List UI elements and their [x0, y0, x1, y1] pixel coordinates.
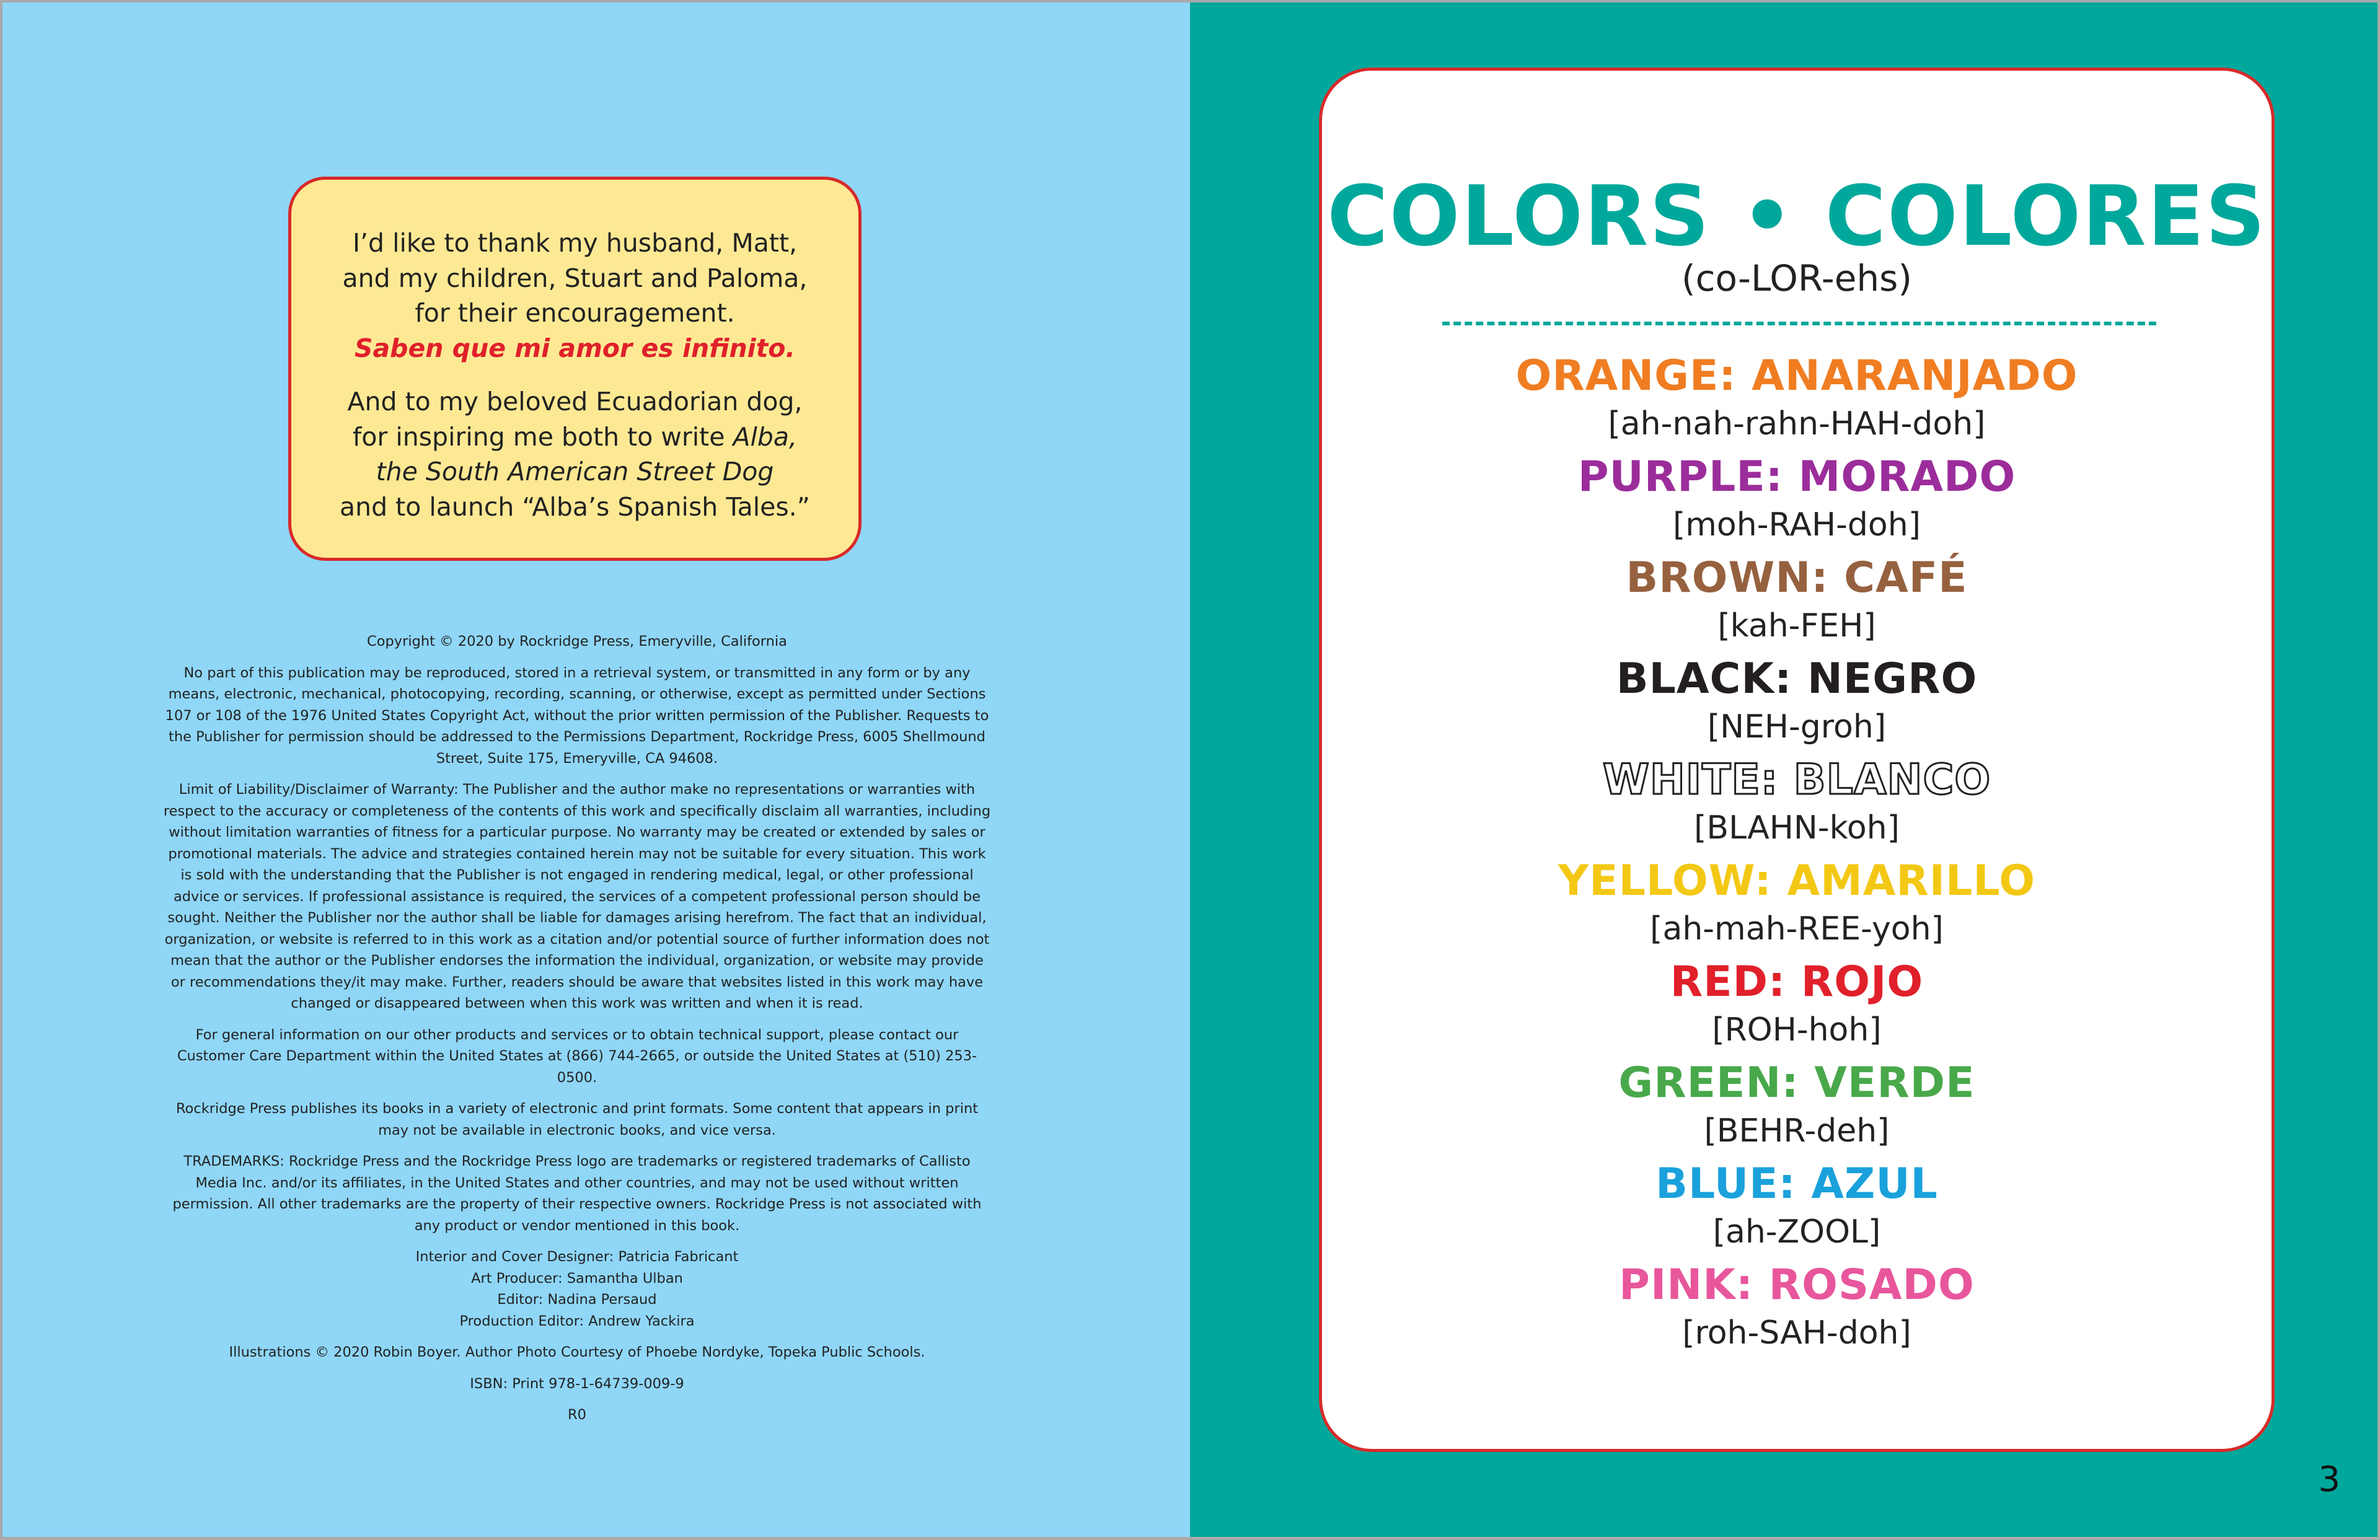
- color-pronunciation: [BEHR-deh]: [1704, 1112, 1890, 1150]
- trademarks-paragraph: TRADEMARKS: Rockridge Press and the Rockridge Press logo are trademarks or registered trademarks of Callisto Media Inc. and/or its affiliates, in the United States and other countries, and may not be used without written permission. All other trademarks are the property of their respective owners. Rockridge Press is not associated with any product or vendor mentioned in this book.: [172, 1153, 982, 1234]
- color-pronunciation: [ah-nah-rahn-HAH-doh]: [1608, 405, 1986, 442]
- color-pronunciation: [kah-FEH]: [1717, 607, 1876, 645]
- formats-paragraph: Rockridge Press publishes its books in a variety of electronic and print formats. Some content that appears in print may not be available in electronic books, and vice versa.: [175, 1101, 979, 1138]
- dedication-line-3: for their encouragement.: [415, 298, 735, 328]
- page-number: 3: [2318, 1459, 2340, 1500]
- color-name: PINK: ROSADO: [1619, 1261, 1975, 1309]
- credits-block: [162, 1246, 992, 1332]
- color-name: RED: ROJO: [1670, 957, 1924, 1006]
- color-name: ORANGE: ANARANJADO: [1515, 351, 2078, 400]
- dedication-line-7: and to launch “Alba’s Spanish Tales.”: [340, 491, 810, 522]
- color-pronunciation: [NEH-groh]: [1707, 708, 1887, 746]
- dedication-line-1: I’d like to thank my husband, Matt,: [352, 228, 798, 258]
- illustrations-line: Illustrations © 2020 Robin Boyer. Author Photo Courtesy of Phoebe Nordyke, Topeka Public Schools.: [229, 1344, 925, 1360]
- color-item-white: [1322, 754, 2272, 855]
- color-pronunciation: [ah-ZOOL]: [1712, 1213, 1881, 1251]
- dedication-line-5-text: for inspiring me both to write: [352, 421, 733, 452]
- dedication-box: [288, 177, 862, 561]
- dedication-line-6: [291, 454, 858, 490]
- color-name: PURPLE: MORADO: [1577, 452, 2016, 501]
- isbn-line: ISBN: Print 978-1-64739-009-9: [470, 1375, 684, 1392]
- rights-paragraph: No part of this publication may be reproduced, stored in a retrieval system, or transmitted in any form or by any means, electronic, mechanical, photocopying, recording, scanning, or otherwise, except as permitted under Sections 107 or 108 of the 1976 United States Copyright Act, without the prior written permission of the Publisher. Requests to the Publisher for permission should be addressed to the Permissions Department, Rockridge Press, 6005 Shellmound Street, Suite 175, Emeryville, CA 94608.: [165, 664, 989, 767]
- dedication-line-4: And to my beloved Ecuadorian dog,: [347, 387, 803, 416]
- credit-designer: Interior and Cover Designer: Patricia Fabricant: [415, 1249, 739, 1265]
- color-name: YELLOW: AMARILLO: [1558, 856, 2036, 905]
- color-pronunciation: [roh-SAH-doh]: [1682, 1314, 1911, 1352]
- liability-paragraph: Limit of Liability/Disclaimer of Warranty: The Publisher and the author make no representations or warranties with respect to the accuracy or completeness of the contents of this work and specifically disclaim all warranties, including without limitation warranties of fitness for a particular purpose. No warranty may be created or extended by sales or promotional materials. The advice and strategies contained herein may not be suitable for every situation. This work is sold with the understanding that the Publisher is not engaged in rendering medical, legal, or other professional advice or services. If professional assistance is required, the services of a competent professional person should be sought. Neither the Publisher nor the author shall be liable for damages arising herefrom. The fact that an individual, organization, or website is referred to in this work as a citation and/or potential source of further information does not mean that the author or the Publisher endorses the information the individual, organization, or website may provide or recommendations they/it may make. Further, readers should be aware that websites listed in this work may have changed or disappeared between when this work was written and when it is read.: [163, 781, 991, 1011]
- colors-title: COLORS • COLORES: [1327, 168, 2267, 265]
- color-item-pink: [1322, 1259, 2272, 1360]
- color-name: WHITE: BLANCO: [1602, 755, 1991, 804]
- color-item-red: [1322, 956, 2272, 1057]
- info-paragraph: For general information on our other products and services or to obtain technical support, please contact our Customer Care Department within the United States at (866) 744-2665, or outside the United States at (510) 253-0500.: [177, 1026, 977, 1086]
- color-pronunciation: [ROH-hoh]: [1712, 1011, 1882, 1049]
- dedication-line-2: and my children, Stuart and Paloma,: [342, 263, 808, 293]
- color-item-brown: [1322, 552, 2272, 653]
- dedication-line-5: [291, 420, 858, 455]
- color-item-green: [1322, 1057, 2272, 1158]
- color-pronunciation: [ah-mah-REE-yoh]: [1650, 910, 1944, 948]
- color-pronunciation: [moh-RAH-doh]: [1672, 506, 1921, 543]
- dedication-book-title-part-2: the South American Street Dog: [376, 457, 774, 486]
- copyright-line: Copyright © 2020 by Rockridge Press, Emeryville, California: [367, 633, 787, 649]
- credit-editor: Editor: Nadina Persaud: [497, 1291, 657, 1308]
- dedication-book-title-part-1: Alba,: [733, 421, 798, 452]
- dashed-divider: [1442, 322, 2156, 325]
- color-name: BLUE: AZUL: [1655, 1159, 1938, 1208]
- right-page: [1190, 2, 2378, 1537]
- credit-art-producer: Art Producer: Samantha Ulban: [471, 1270, 683, 1287]
- color-name: GREEN: VERDE: [1618, 1058, 1975, 1107]
- copyright-block: [162, 631, 992, 1436]
- colors-title-pronunciation: (co-LOR-ehs): [1681, 257, 1913, 299]
- colors-card: [1319, 68, 2275, 1452]
- color-item-yellow: [1322, 855, 2272, 956]
- dedication-spanish-line: Saben que mi amor es infinito.: [354, 333, 796, 363]
- credit-production-editor: Production Editor: Andrew Yackira: [459, 1313, 695, 1329]
- colors-list: [1322, 350, 2272, 1360]
- color-item-blue: [1322, 1158, 2272, 1259]
- left-page: [2, 2, 1190, 1537]
- color-item-purple: [1322, 451, 2272, 552]
- color-item-orange: [1322, 350, 2272, 451]
- printing-code: R0: [568, 1407, 586, 1423]
- color-pronunciation: [BLAHN-koh]: [1694, 809, 1900, 847]
- color-name: BROWN: CAFÉ: [1626, 553, 1968, 602]
- color-name: BLACK: NEGRO: [1616, 654, 1978, 703]
- dedication-spacer: [291, 366, 858, 384]
- color-item-black: [1322, 653, 2272, 754]
